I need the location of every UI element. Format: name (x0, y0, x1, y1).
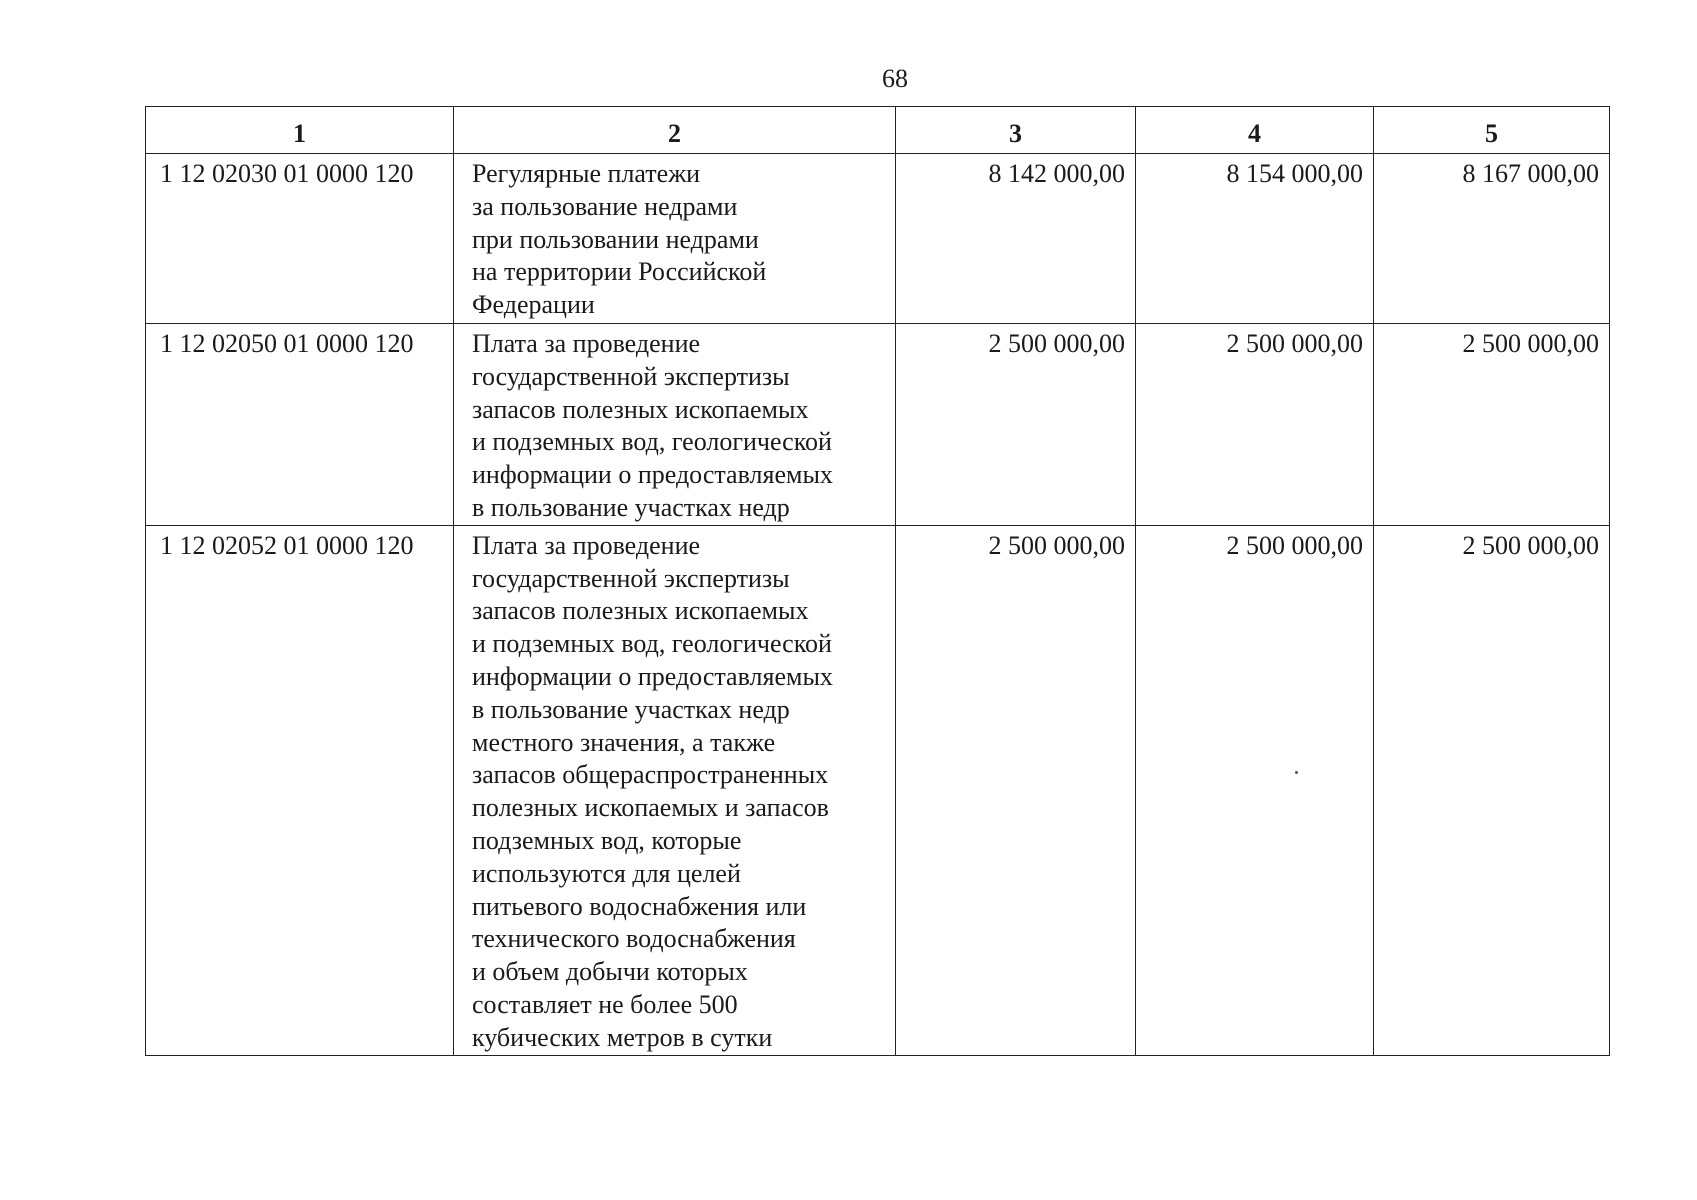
column-header-4: 4 (1136, 107, 1374, 154)
amount-col4: 8 154 000,00 (1136, 154, 1374, 324)
income-description (454, 154, 896, 324)
description-line: в пользование участках недр (472, 492, 790, 522)
description-line: государственной экспертизы (472, 563, 790, 593)
description-line: Федерации (472, 290, 595, 320)
description-line: технического водоснабжения (472, 924, 796, 954)
description-line: за пользование недрами (472, 191, 738, 221)
description-line: местного значения, а также (472, 727, 776, 757)
amount-col5: 8 167 000,00 (1374, 154, 1610, 324)
description-line: запасов полезных ископаемых (472, 596, 809, 626)
description-line: Плата за проведение (472, 530, 701, 560)
amount-col5: 2 500 000,00 (1374, 525, 1610, 1055)
description-line: используются для целей (472, 858, 741, 888)
amount-col5: 2 500 000,00 (1374, 324, 1610, 526)
income-description (454, 324, 896, 526)
budget-code: 1 12 02030 01 0000 120 (146, 154, 454, 324)
description-line: на территории Российской (472, 257, 767, 287)
scan-speck (1295, 771, 1298, 774)
description-line: полезных ископаемых и запасов (472, 793, 829, 823)
column-header-1: 1 (146, 107, 454, 154)
description-line: питьевого водоснабжения или (472, 891, 807, 921)
page-number: 68 (882, 64, 908, 93)
description-line: информации о предоставляемых (472, 460, 833, 490)
amount-col3: 2 500 000,00 (896, 324, 1136, 526)
amount-col4: 2 500 000,00 (1136, 525, 1374, 1055)
table-row (146, 154, 1610, 324)
income-description (454, 525, 896, 1055)
column-header-2: 2 (454, 107, 896, 154)
budget-table (145, 106, 1610, 1056)
amount-col4: 2 500 000,00 (1136, 324, 1374, 526)
description-line: информации о предоставляемых (472, 661, 833, 691)
description-line: запасов полезных ископаемых (472, 394, 809, 424)
description-line: подземных вод, которые (472, 825, 742, 855)
budget-code: 1 12 02052 01 0000 120 (146, 525, 454, 1055)
description-line: и подземных вод, геологической (472, 629, 832, 659)
description-line: Плата за проведение (472, 329, 701, 358)
description-line: при пользовании недрами (472, 224, 759, 254)
amount-col3: 2 500 000,00 (896, 525, 1136, 1055)
description-line: государственной экспертизы (472, 361, 790, 391)
description-line: запасов общераспространенных (472, 760, 829, 790)
description-line: и объем добычи которых (472, 957, 748, 987)
table-row (146, 324, 1610, 526)
description-line: и подземных вод, геологической (472, 427, 832, 457)
description-line: Регулярные платежи (472, 159, 701, 188)
column-header-5: 5 (1374, 107, 1610, 154)
column-header-3: 3 (896, 107, 1136, 154)
description-line: кубических метров в сутки (472, 1022, 773, 1052)
header-row (146, 107, 1610, 154)
table-row (146, 525, 1610, 1055)
description-line: составляет не более 500 (472, 989, 738, 1019)
amount-col3: 8 142 000,00 (896, 154, 1136, 324)
description-line: в пользование участках недр (472, 694, 790, 724)
budget-code: 1 12 02050 01 0000 120 (146, 324, 454, 526)
